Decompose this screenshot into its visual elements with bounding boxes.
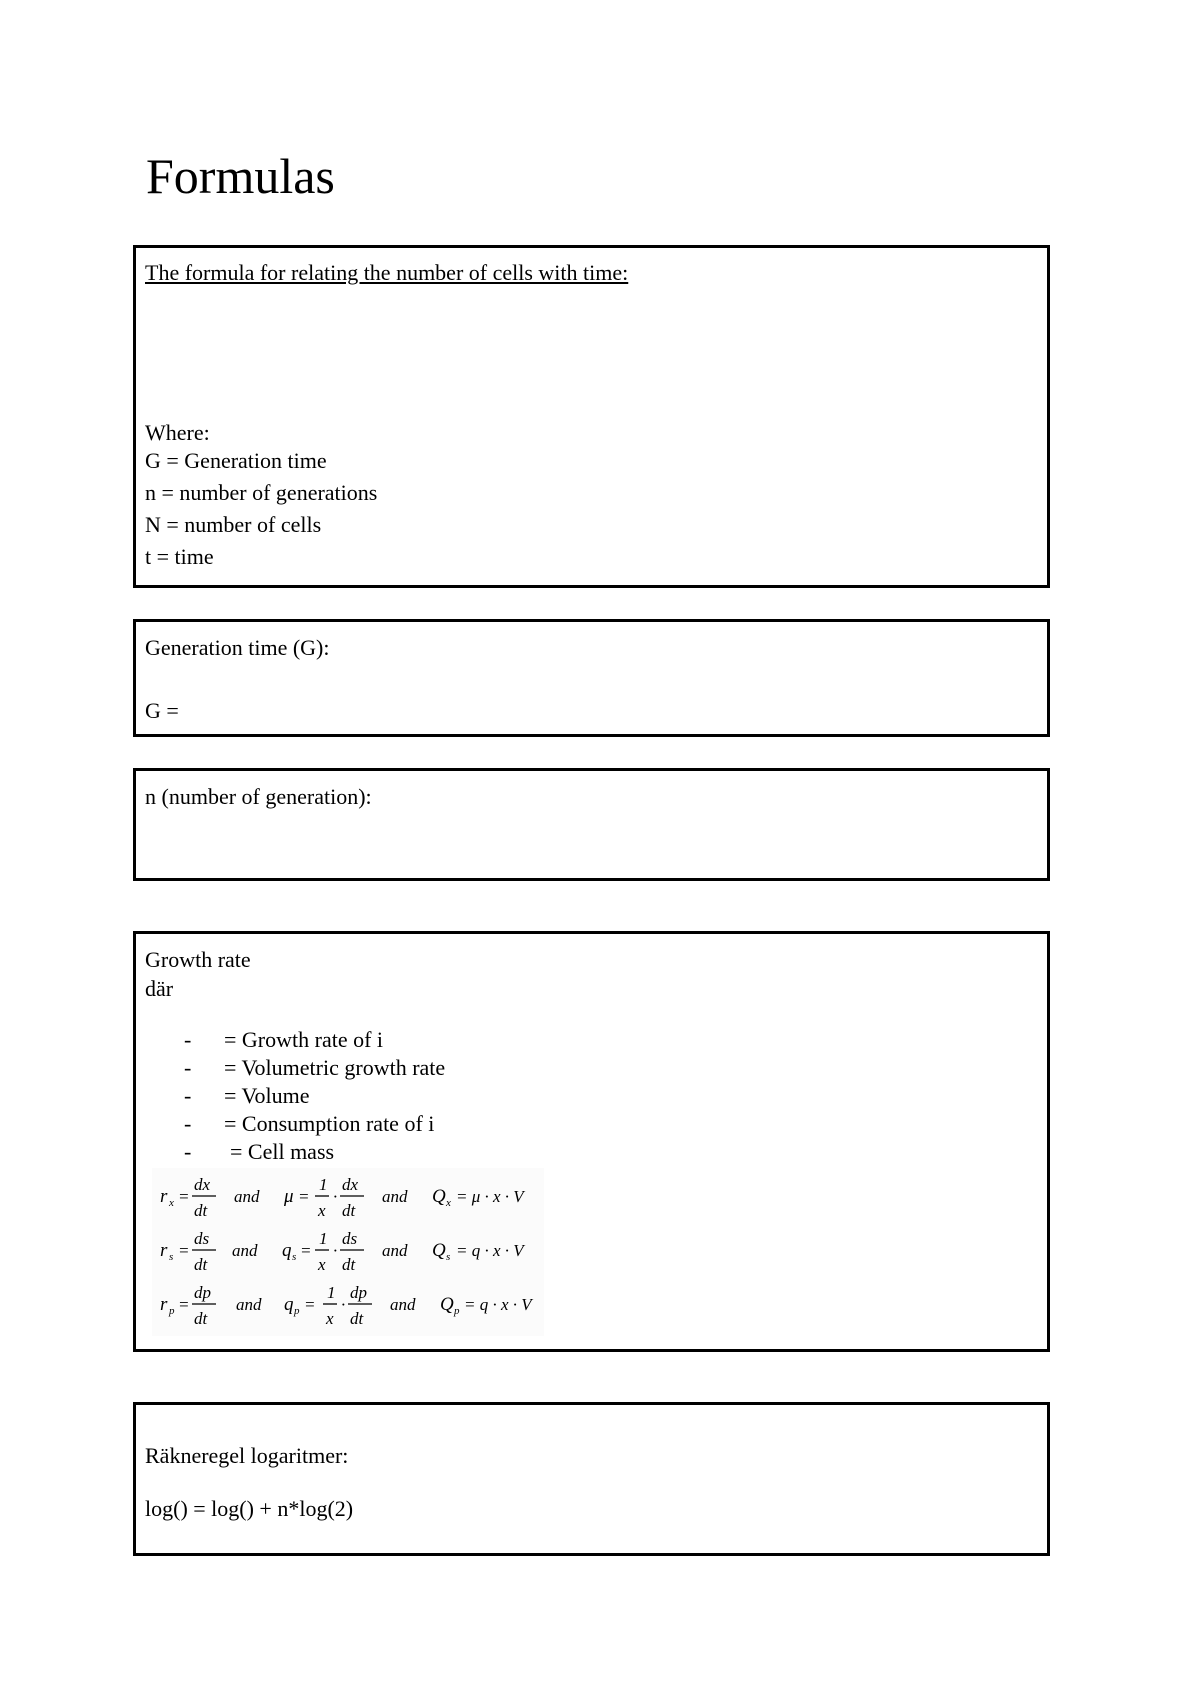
fraction-numerator-2: ds <box>342 1229 358 1248</box>
fraction-denominator-2: dt <box>342 1255 356 1274</box>
one-numerator: 1 <box>319 1229 328 1248</box>
definition-number-of-cells: N = number of cells <box>145 512 322 537</box>
growth-rate-heading: Growth rate <box>145 947 251 972</box>
rate-equation-row-x <box>160 1175 526 1220</box>
and-word: and <box>236 1295 262 1314</box>
cell-count-formula-box <box>133 245 1050 588</box>
bullet-dash: - <box>184 1027 192 1052</box>
cell-count-formula-heading: The formula for relating the number of cells with time: <box>145 260 629 285</box>
fraction-denominator: dt <box>194 1255 208 1274</box>
definition-time: t = time <box>145 544 214 569</box>
and-word: and <box>234 1187 260 1206</box>
q-symbol: q <box>284 1294 294 1315</box>
logarithm-rules-heading: Räkneregel logaritmer: <box>145 1443 349 1468</box>
x-denominator: x <box>326 1309 334 1328</box>
and-word: and <box>232 1241 258 1260</box>
Q-subscript: p <box>454 1305 460 1317</box>
svg-text:=: = <box>304 1295 316 1314</box>
where-label: Where: <box>145 420 210 445</box>
svg-text:=: = <box>178 1241 190 1260</box>
bullet-volumetric-growth-rate <box>184 1054 445 1082</box>
generation-time-equation: G = <box>145 698 179 723</box>
svg-text:=: = <box>300 1241 312 1260</box>
bullet-consumption-rate <box>184 1110 445 1138</box>
Q-symbol: Q <box>432 1240 446 1261</box>
logarithm-rules-box <box>133 1402 1050 1556</box>
svg-text:=: = <box>178 1295 190 1314</box>
bullet-text: = Volumetric growth rate <box>224 1055 446 1080</box>
one-numerator: 1 <box>319 1175 328 1194</box>
growth-rate-bullets <box>184 1026 445 1166</box>
svg-text:=: = <box>178 1187 190 1206</box>
rate-equation-row-p <box>160 1283 534 1328</box>
bullet-dash: - <box>184 1139 192 1164</box>
bullet-cell-mass <box>184 1138 445 1166</box>
bullet-text: = Consumption rate of i <box>224 1111 435 1136</box>
fraction-denominator-2: dt <box>342 1201 356 1220</box>
q-subscript: s <box>292 1251 297 1263</box>
bullet-dash: - <box>184 1055 192 1080</box>
r-symbol: r <box>160 1186 168 1207</box>
and-word-2: and <box>390 1295 416 1314</box>
r-symbol: r <box>160 1240 168 1261</box>
rate-equation-row-s <box>160 1229 526 1274</box>
fraction-denominator: dt <box>194 1309 208 1328</box>
svg-text:=: = <box>298 1187 310 1206</box>
Q-subscript: x <box>446 1197 451 1209</box>
rate-equations-figure <box>152 1168 544 1336</box>
generation-time-box <box>133 619 1050 737</box>
svg-text:·: · <box>333 1241 338 1260</box>
fraction-numerator: ds <box>194 1229 210 1248</box>
mu-symbol: μ <box>284 1186 294 1207</box>
svg-text:·: · <box>341 1295 346 1314</box>
definitions-list <box>145 445 377 573</box>
svg-text:·: · <box>333 1187 338 1206</box>
growth-rate-subheading: där <box>145 976 174 1001</box>
fraction-denominator-2: dt <box>350 1309 364 1328</box>
Q-rhs: = q · x · V <box>464 1295 532 1314</box>
Q-subscript: s <box>446 1251 451 1263</box>
r-subscript: s <box>169 1251 174 1263</box>
generation-time-heading: Generation time (G): <box>145 635 330 660</box>
one-numerator: 1 <box>327 1283 336 1302</box>
q-subscript: p <box>294 1305 300 1317</box>
bullet-dash: - <box>184 1083 192 1108</box>
x-denominator: x <box>318 1201 326 1220</box>
Q-rhs: = q · x · V <box>456 1241 524 1260</box>
bullet-volume <box>184 1082 445 1110</box>
bullet-text: = Volume <box>224 1083 310 1108</box>
Q-symbol: Q <box>440 1294 454 1315</box>
definition-generation-time: G = Generation time <box>145 448 327 473</box>
bullet-dash: - <box>184 1111 192 1136</box>
r-symbol: r <box>160 1294 168 1315</box>
rate-equations-svg <box>152 1168 544 1336</box>
r-subscript: x <box>169 1197 174 1209</box>
number-of-generation-box <box>133 768 1050 881</box>
bullet-text: = Cell mass <box>230 1139 335 1164</box>
x-denominator: x <box>318 1255 326 1274</box>
r-subscript: p <box>169 1305 175 1317</box>
fraction-numerator: dx <box>194 1175 211 1194</box>
fraction-numerator: dp <box>194 1283 211 1302</box>
page-title: Formulas <box>146 148 335 204</box>
fraction-denominator: dt <box>194 1201 208 1220</box>
Q-symbol: Q <box>432 1186 446 1207</box>
fraction-numerator-2: dp <box>350 1283 367 1302</box>
definition-number-of-generations: n = number of generations <box>145 480 378 505</box>
number-of-generation-heading: n (number of generation): <box>145 784 372 809</box>
bullet-text: = Growth rate of i <box>224 1027 384 1052</box>
logarithm-rules-equation: log() = log() + n*log(2) <box>145 1496 354 1521</box>
and-word-2: and <box>382 1187 408 1206</box>
Q-rhs: = μ · x · V <box>456 1187 524 1206</box>
q-symbol: q <box>282 1240 292 1261</box>
fraction-numerator-2: dx <box>342 1175 359 1194</box>
and-word-2: and <box>382 1241 408 1260</box>
bullet-growth-rate <box>184 1026 445 1054</box>
